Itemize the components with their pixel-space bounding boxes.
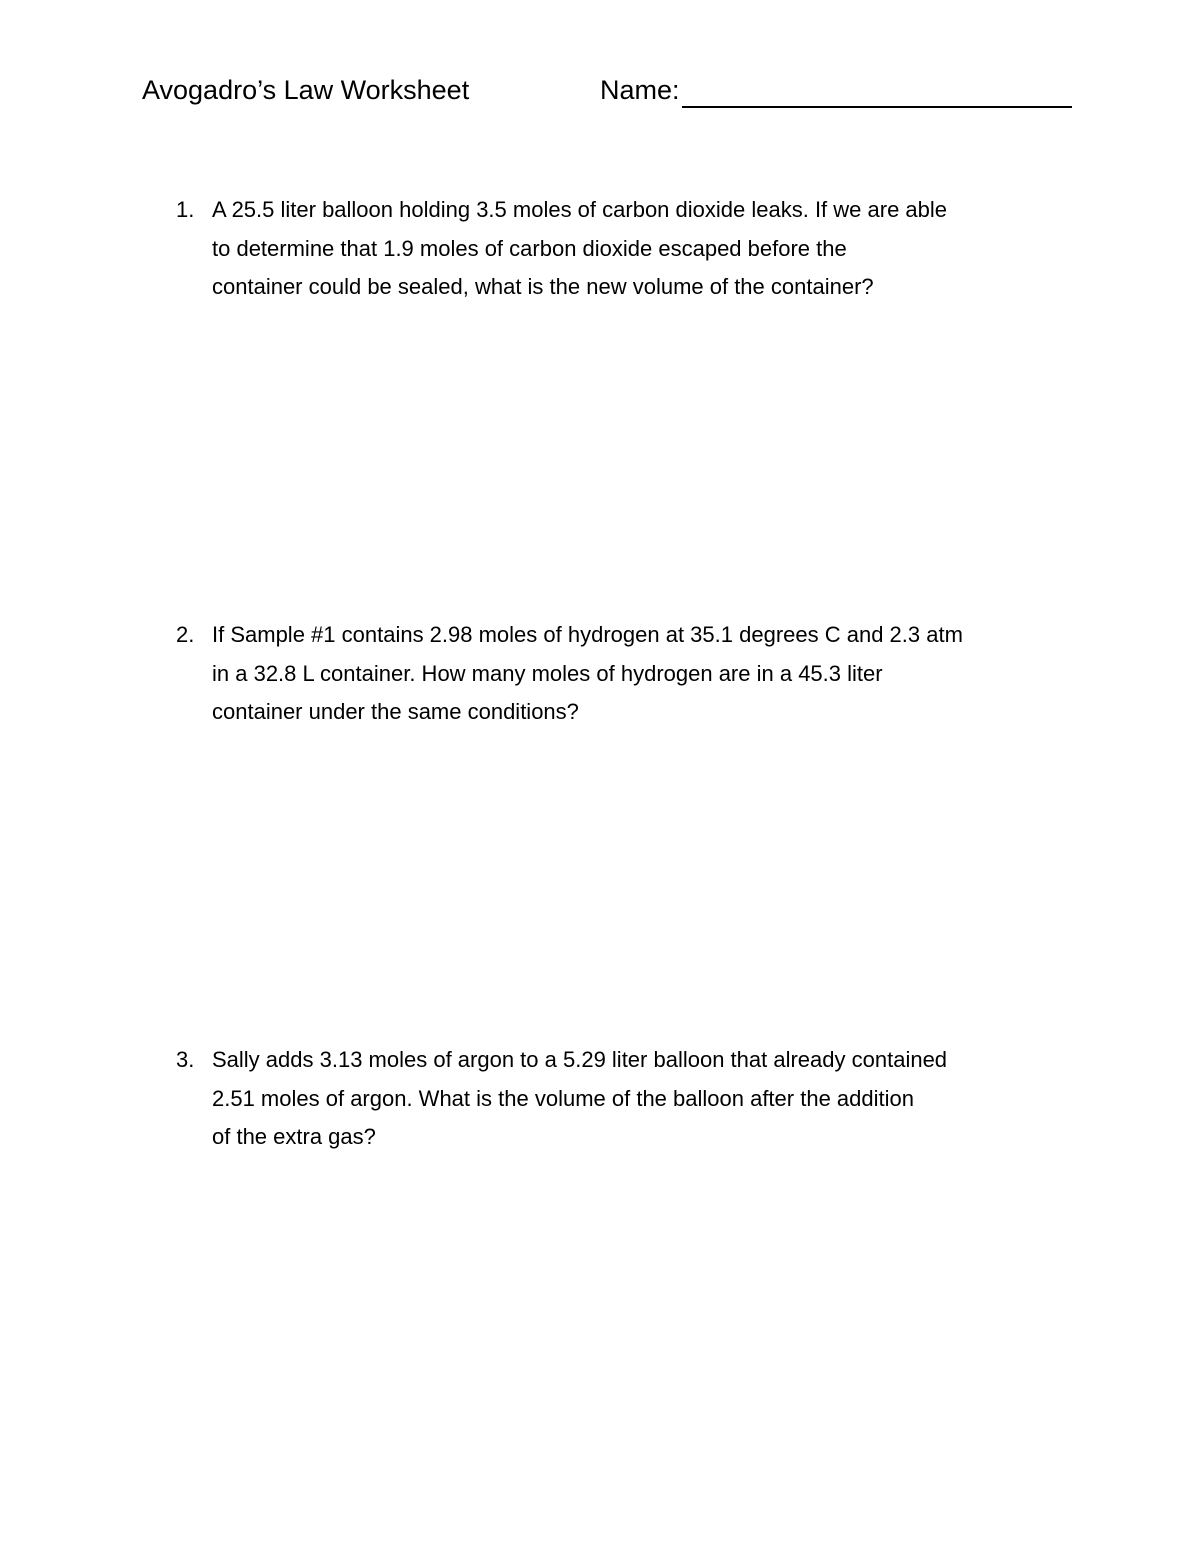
question-1 (176, 191, 1076, 307)
worksheet-header (142, 72, 1077, 112)
question-number: 1. (176, 197, 195, 222)
question-text: A 25.5 liter balloon holding 3.5 moles of carbon dioxide leaks. If we are able to determine that 1.9 moles of carbon dioxide escaped before the container could be sealed, what is the new volume of the container? (212, 197, 948, 299)
worksheet-title: Avogadro’s Law Worksheet (142, 75, 470, 105)
name-blank-line (682, 76, 1072, 108)
question-2 (176, 616, 1076, 732)
name-label: Name: (600, 75, 680, 105)
question-text: If Sample #1 contains 2.98 moles of hydrogen at 35.1 degrees C and 2.3 atm in a 32.8 L container. How many moles of hydrogen are in a 45.3 liter container under the same conditions? (212, 622, 963, 724)
name-field (600, 72, 1072, 108)
question-number: 2. (176, 622, 195, 647)
question-text: Sally adds 3.13 moles of argon to a 5.29 liter balloon that already contained 2.51 moles of argon. What is the volume of the balloon after the addition of the extra gas? (212, 1047, 948, 1149)
question-3 (176, 1041, 1076, 1157)
question-number: 3. (176, 1047, 195, 1072)
